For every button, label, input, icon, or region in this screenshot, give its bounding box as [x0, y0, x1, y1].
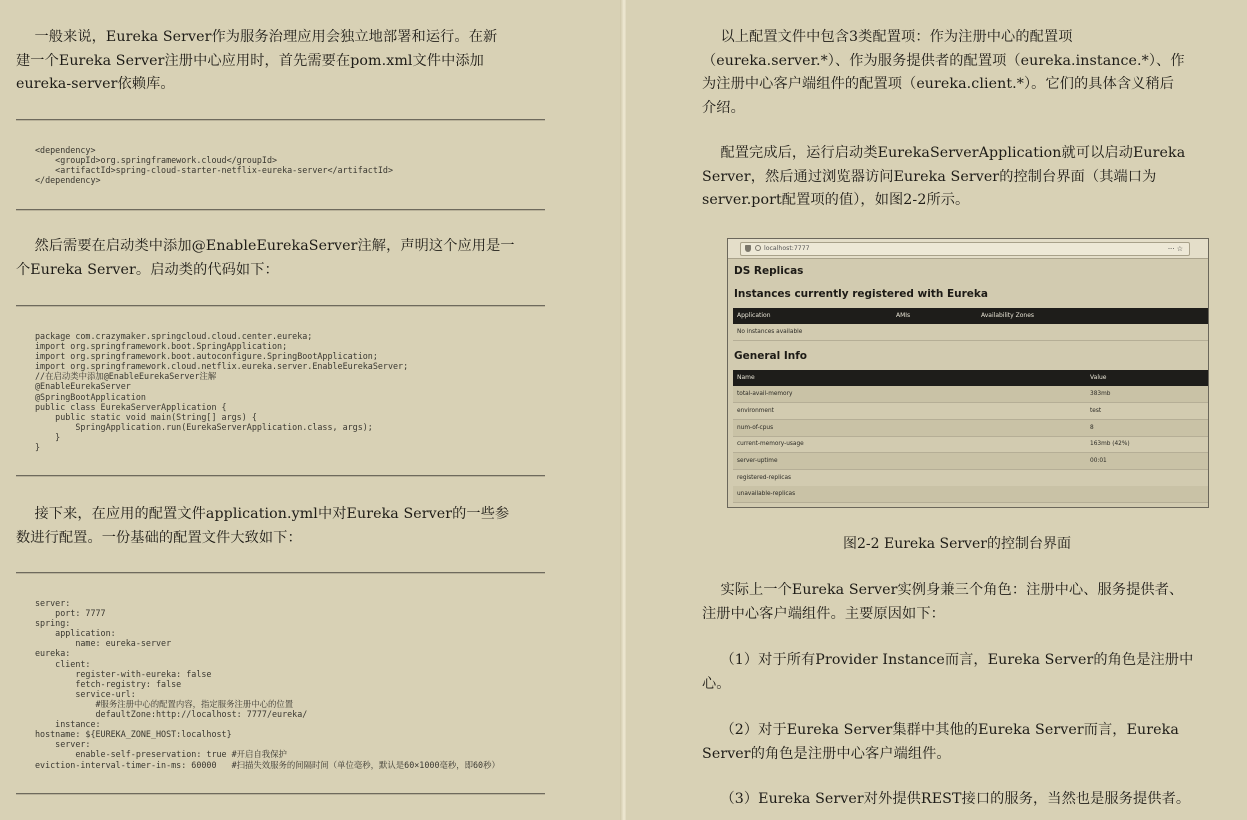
general-info-table-header: [733, 370, 1209, 386]
right-paragraph-6: （3）Eureka Server对外提供REST接口的服务，当然也是服务提供者。: [702, 791, 1191, 807]
no-instances-text: No instances available: [737, 329, 803, 335]
address-text: localhost:7777: [764, 245, 810, 252]
left-paragraph-1: 一般来说，Eureka Server作为服务治理应用会独立地部署和运行。在新 建一个Eureka Server注册中心应用时，首先需要在pom.xml文件中添加 eureka-server依赖库。: [16, 29, 498, 92]
cell-name: environment: [737, 408, 774, 414]
col-application: Application: [737, 312, 771, 319]
cell-value: 163mb (42%): [1090, 441, 1130, 447]
table-row: [733, 436, 1209, 453]
ds-replicas-heading: DS Replicas: [734, 265, 804, 277]
cell-name: registered-replicas: [737, 475, 792, 481]
shield-icon: [745, 245, 751, 252]
table-row: [733, 324, 1209, 341]
info-icon: [755, 245, 761, 251]
eureka-console-screenshot: [727, 238, 1209, 508]
cell-name: num-of-cpus: [737, 425, 774, 431]
table-row: [733, 420, 1209, 437]
cell-name: unavailable-replicas: [737, 491, 796, 497]
general-info-heading: General Info: [734, 350, 808, 362]
right-paragraph-5: （2）对于Eureka Server集群中其他的Eureka Server而言，Eureka Server的角色是注册中心客户端组件。: [702, 722, 1179, 762]
cell-name: server-uptime: [737, 458, 778, 464]
right-paragraph-1: 以上配置文件中包含3类配置项：作为注册中心的配置项 （eureka.server.*）、作为服务提供者的配置项（eureka.instance.*）、作 为注册中心客户端组件的配置项（eureka.client.*）。它们的具体含义稍后 介绍。: [702, 29, 1185, 116]
right-paragraph-2: 配置完成后，运行启动类EurekaServerApplication就可以启动Eureka Server，然后通过浏览器访问Eureka Server的控制台界面（其端口为 server.port配置项的值），如图2-2所示。: [702, 145, 1186, 208]
instances-heading: Instances currently registered with Eureka: [734, 288, 988, 300]
col-amis: AMIs: [896, 312, 911, 319]
code-rule-top-2: [16, 305, 545, 307]
figure-caption: 图2-2 Eureka Server的控制台界面: [843, 536, 1071, 552]
right-paragraph-4: （1）对于所有Provider Instance而言，Eureka Server的角色是注册中 心。: [702, 652, 1194, 692]
table-row: [733, 453, 1209, 470]
code-rule-top-1: [16, 119, 545, 121]
cell-value: 00:01: [1090, 458, 1107, 464]
cell-value: 383mb: [1090, 391, 1111, 397]
code-rule-bottom-1: [16, 209, 545, 211]
cell-value: test: [1090, 408, 1102, 414]
address-bar: [740, 242, 1190, 256]
col-name: Name: [737, 374, 755, 381]
left-paragraph-3: 接下来，在应用的配置文件application.yml中对Eureka Server的一些参 数进行配置。一份基础的配置文件大致如下：: [16, 506, 510, 546]
table-row: [733, 470, 1209, 487]
code-rule-top-3: [16, 572, 545, 574]
table-row: [733, 386, 1209, 403]
cell-name: total-avail-memory: [737, 391, 793, 397]
table-row: [733, 403, 1209, 420]
code-block-yml-config: server: port: 7777 spring: application: name: eureka-server eureka: client: register-with-eureka: false fetch-registry: false service-url: #服务注册中心的配置内容，指定服务注册中心的位置 defaultZone:http://localhost: 7777/eureka/ instance: hostname: ${EUREKA_ZONE_HOST:localhost} server: enable-self-preservation: true #开启自我保护 eviction-interval-timer-in-ms: 60000 #扫描失效服务的间隔时间（单位毫秒，默认是60×1000毫秒，即60秒）: [35, 598, 500, 770]
col-value: Value: [1090, 374, 1107, 381]
col-availability-zones: Availability Zones: [981, 312, 1035, 319]
table-row: [733, 486, 1209, 503]
instances-table-header: [733, 308, 1209, 324]
code-rule-bottom-2: [16, 475, 545, 477]
code-rule-bottom-3: [16, 793, 545, 795]
right-paragraph-3: 实际上一个Eureka Server实例身兼三个角色：注册中心、服务提供者、 注册中心客户端组件。主要原因如下：: [702, 582, 1184, 622]
code-block-application-class: package com.crazymaker.springcloud.cloud.center.eureka; import org.springframework.boot.SpringApplication; import org.springframework.boot.autoconfigure.SpringBootApplication; import org.springframework.cloud.netflix.eureka.server.EnableEurekaServer; //在启动类中添加@EnableEurekaServer注解 @EnableEurekaServer @SpringBootApplication public class EurekaServerApplication { public static void main(String[] args) { SpringApplication.run(EurekaServerApplication.class, args); } }: [35, 331, 409, 453]
menu-star-icons: ··· ☆: [1167, 245, 1183, 253]
code-block-dependency: <dependency> <groupId>org.springframework.cloud</groupId> <artifactId>spring-cloud-starter-netflix-eureka-server</artifactId> </dependency>: [35, 145, 393, 186]
left-paragraph-2: 然后需要在启动类中添加@EnableEurekaServer注解，声明这个应用是一 个Eureka Server。启动类的代码如下：: [16, 238, 515, 278]
cell-value: 8: [1090, 425, 1094, 431]
browser-toolbar: [728, 239, 1208, 259]
cell-name: current-memory-usage: [737, 441, 804, 447]
